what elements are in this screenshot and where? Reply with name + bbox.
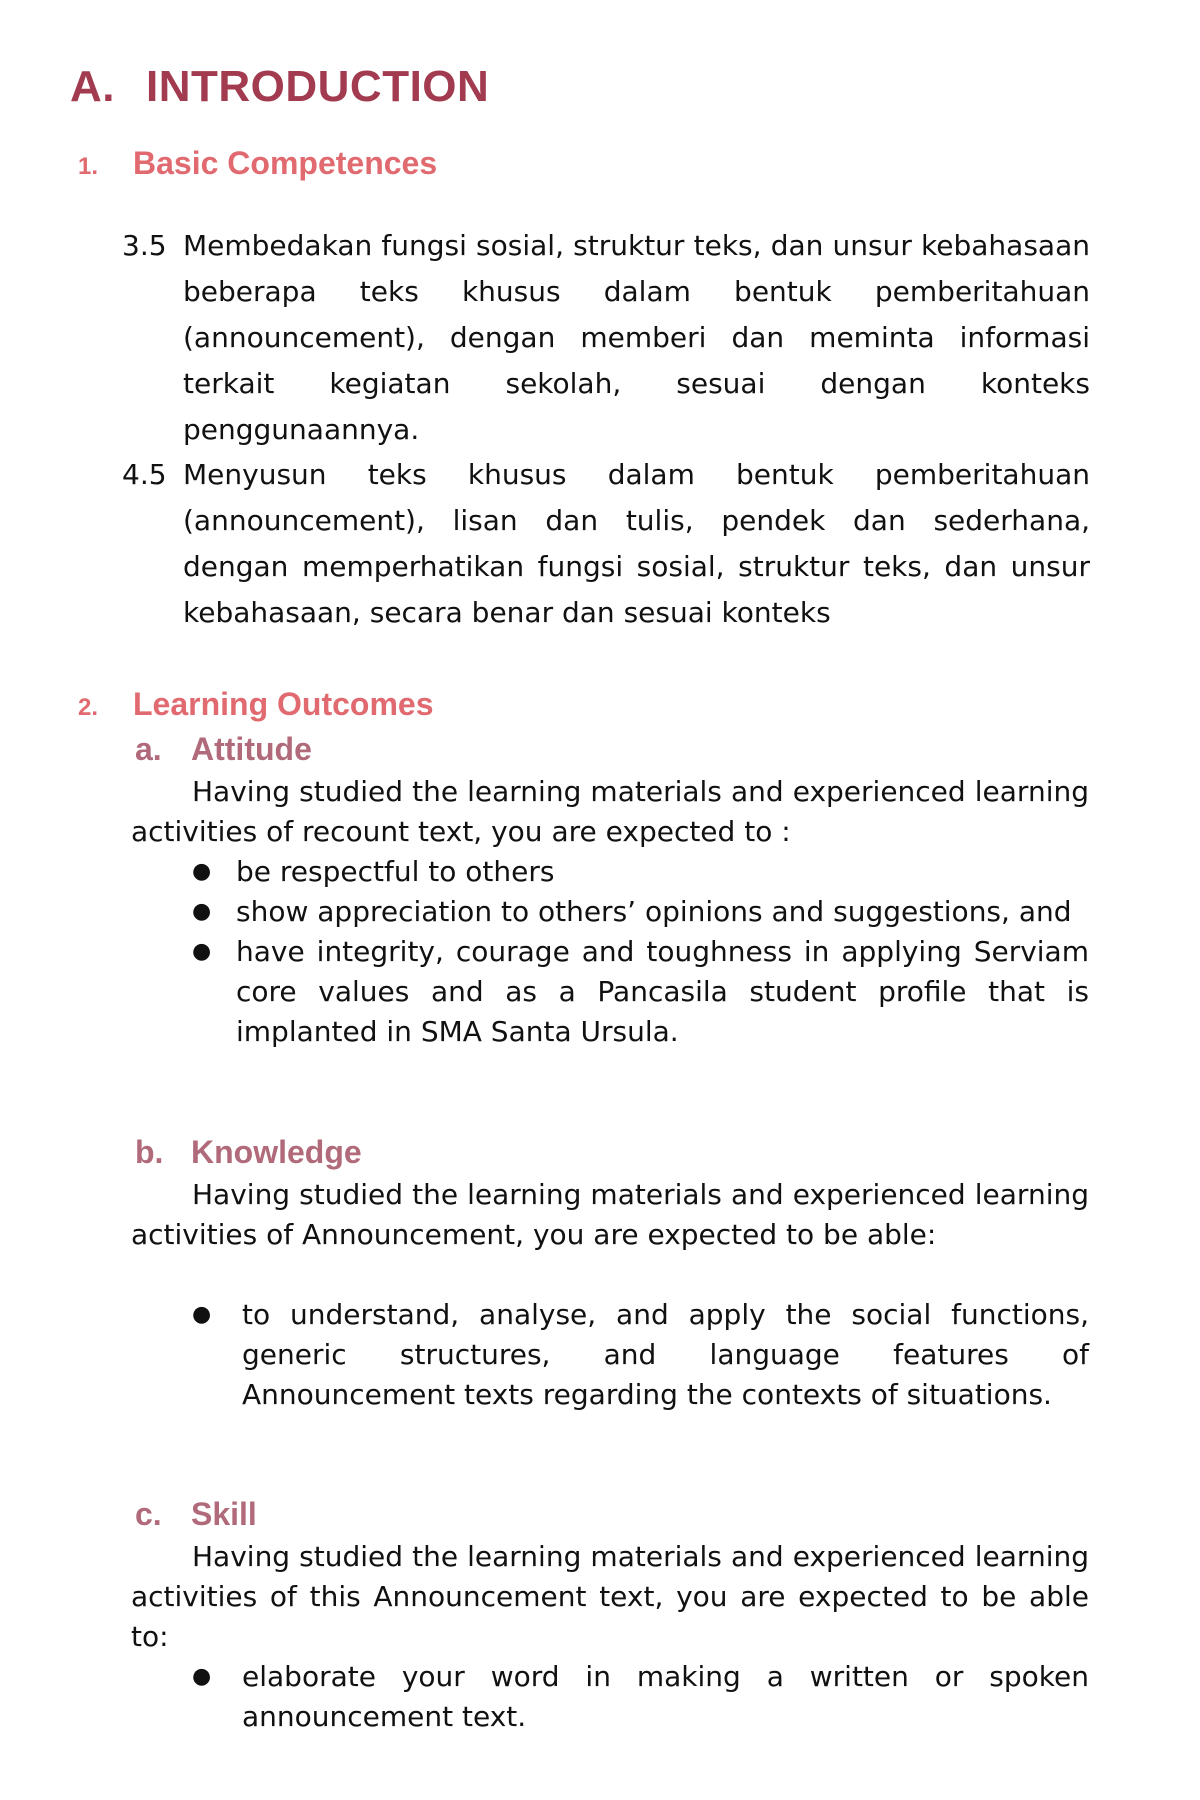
basic-competences-heading — [78, 145, 437, 182]
letter: a. — [135, 731, 162, 767]
bullet-text: elaborate your word in making a written or spoken announcement text. — [242, 1660, 1089, 1733]
competence-4-5 — [122, 452, 1090, 636]
competence-code: 3.5 — [122, 229, 167, 262]
bullet-text: show appreciation to others’ opinions and suggestions, and — [236, 895, 1072, 928]
title: Attitude — [191, 731, 312, 767]
bullet-icon: ● — [192, 1302, 212, 1327]
skill-bullets — [192, 1657, 1089, 1737]
bullet-icon: ● — [192, 939, 212, 964]
attitude-heading — [135, 731, 312, 768]
number: 2. — [78, 694, 99, 721]
competence-text: Membedakan fungsi sosial, struktur teks, dan unsur kebahasaan beberapa teks khusus dalam bentuk pemberitahuan (announcement), dengan memberi dan meminta informasi terkait kegiatan sekolah, sesuai dengan konteks penggunaannya. — [183, 229, 1090, 446]
skill-intro: Having studied the learning materials and experienced learning activities of this Announcement text, you are expected to be able to: — [131, 1540, 1089, 1653]
list-item — [192, 1657, 1089, 1737]
competence-3-5 — [122, 223, 1090, 453]
list-item — [192, 932, 1089, 1052]
title: Skill — [191, 1496, 257, 1532]
heading-letter: A. — [70, 62, 115, 111]
attitude-intro: Having studied the learning materials and experienced learning activities of recount text, you are expected to : — [131, 775, 1089, 848]
list-item — [192, 1295, 1089, 1415]
title: Learning Outcomes — [133, 686, 434, 722]
section-heading — [70, 62, 489, 112]
knowledge-bullets — [192, 1295, 1089, 1415]
skill-heading — [135, 1496, 257, 1533]
bullet-text: to understand, analyse, and apply the social functions, generic structures, and language features of Announcement texts regarding the contexts of situations. — [242, 1298, 1089, 1411]
number: 1. — [78, 153, 99, 180]
competence-code: 4.5 — [122, 458, 167, 491]
title: Knowledge — [191, 1134, 362, 1170]
bullet-icon: ● — [192, 899, 212, 924]
knowledge-heading — [135, 1134, 362, 1171]
bullet-icon: ● — [192, 1664, 212, 1689]
letter: c. — [135, 1496, 162, 1532]
competence-text: Menyusun teks khusus dalam bentuk pemberitahuan (announcement), lisan dan tulis, pendek dan sederhana, dengan memperhatikan fungsi sosial, struktur teks, dan unsur kebahasaan, secara benar dan sesuai konteks — [183, 458, 1090, 629]
bullet-icon: ● — [192, 859, 212, 884]
attitude-bullets — [192, 852, 1089, 1052]
title: Basic Competences — [133, 145, 438, 181]
bullet-text: have integrity, courage and toughness in applying Serviam core values and as a Pancasila student profile that is implanted in SMA Santa Ursula. — [236, 935, 1089, 1048]
bullet-text: be respectful to others — [236, 855, 555, 888]
letter: b. — [135, 1134, 164, 1170]
heading-title: INTRODUCTION — [146, 62, 490, 111]
learning-outcomes-heading — [78, 686, 434, 723]
list-item — [192, 852, 1089, 892]
knowledge-intro: Having studied the learning materials and experienced learning activities of Announcement, you are expected to be able: — [131, 1178, 1089, 1251]
list-item — [192, 892, 1089, 932]
